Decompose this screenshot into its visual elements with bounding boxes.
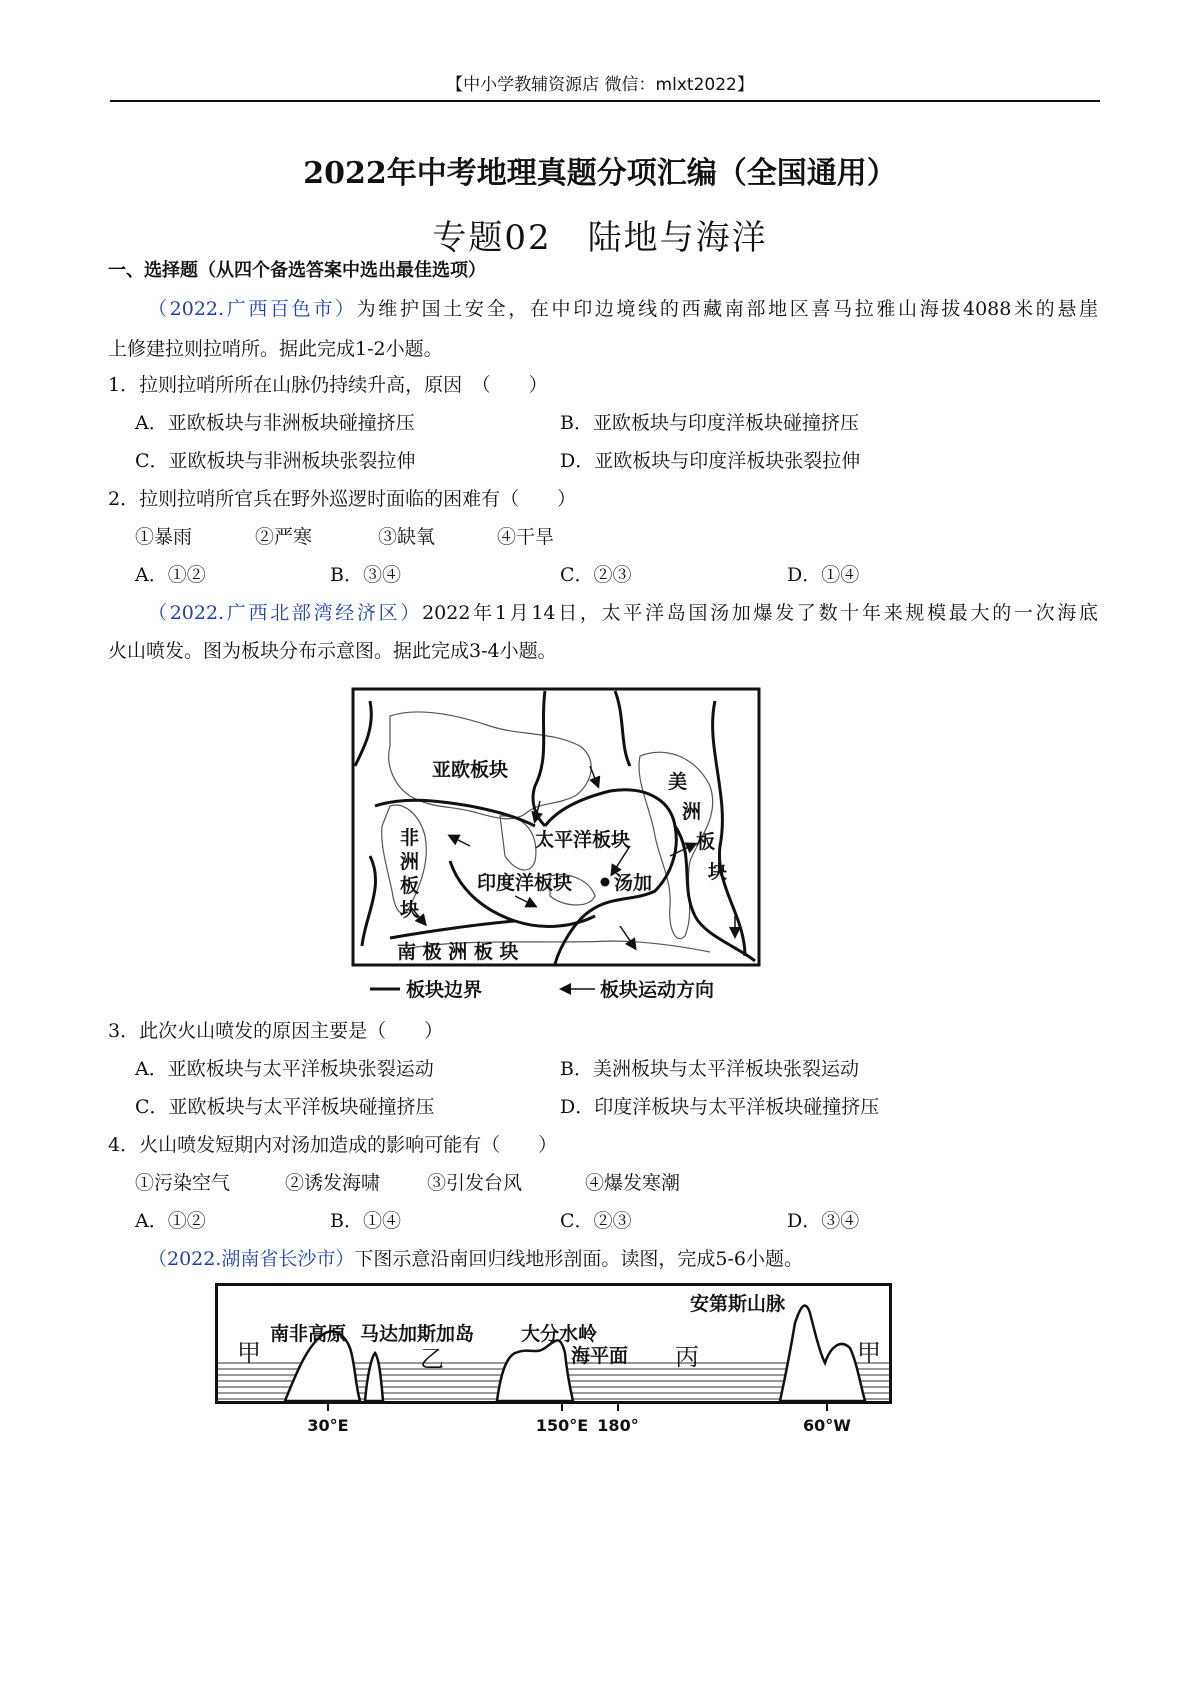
question-3-option-a: A．亚欧板块与太平洋板块张裂运动 — [135, 1058, 434, 1080]
intro-2-source: （2022.广西北部湾经济区） — [148, 602, 423, 624]
legend-direction: 板块运动方向 — [600, 979, 715, 1001]
map-label-tonga: 汤加 — [614, 872, 653, 894]
map-label-america-1: 美 — [668, 771, 688, 793]
tick-60w: 60°W — [803, 1416, 851, 1435]
tonga-marker — [601, 878, 610, 887]
question-1-option-a: A．亚欧板块与非洲板块碰撞挤压 — [135, 412, 415, 434]
question-4-option-b: B．①④ — [330, 1210, 401, 1232]
question-2-item-1: ①暴雨 — [135, 526, 193, 548]
question-2-item-3: ③缺氧 — [378, 526, 436, 548]
question-2-item-2: ②严寒 — [255, 526, 313, 548]
question-2-stem: 2．拉则拉哨所官兵在野外巡逻时面临的困难有（ ） — [108, 488, 577, 510]
question-3-option-d: D．印度洋板块与太平洋板块碰撞挤压 — [560, 1096, 880, 1118]
tick-30e: 30°E — [307, 1416, 349, 1435]
tick-150e: 150°E — [535, 1416, 589, 1435]
intro-2-line-1 — [148, 601, 1098, 625]
question-1-stem: 1．拉则拉哨所所在山脉仍持续升高，原因 （ ） — [108, 374, 548, 396]
intro-3-source: （2022.湖南省长沙市） — [148, 1248, 355, 1270]
page-title: 2022年中考地理真题分项汇编（全国通用） — [303, 156, 897, 191]
header-note: 【中小学教辅资源店 微信：mlxt2022】 — [446, 75, 754, 95]
map-label-antarctic: 南 极 洲 板 块 — [397, 941, 519, 963]
intro-3-text: 下图示意沿南回归线地形剖面。读图，完成5-6小题。 — [354, 1248, 804, 1270]
terrain-profile — [215, 1283, 895, 1443]
profile-label-andes: 安第斯山脉 — [690, 1293, 786, 1315]
profile-label-madagascar: 马达加斯加岛 — [360, 1323, 475, 1345]
profile-label-jia-left: 甲 — [237, 1339, 261, 1367]
question-4-stem: 4．火山喷发短期内对汤加造成的影响可能有（ ） — [108, 1134, 558, 1156]
intro-3-line — [148, 1247, 803, 1271]
question-3-option-b: B．美洲板块与太平洋板块张裂运动 — [560, 1058, 859, 1080]
page-subtitle: 专题02 陆地与海洋 — [432, 218, 768, 258]
question-4-item-3: ③引发台风 — [427, 1172, 523, 1194]
profile-label-yi: 乙 — [420, 1345, 444, 1373]
map-label-pacific: 太平洋板块 — [535, 829, 631, 851]
question-4-option-d: D．③④ — [787, 1210, 860, 1232]
intro-1-source: （2022.广西百色市） — [148, 298, 357, 320]
question-3-stem: 3．此次火山喷发的原因主要是（ ） — [108, 1020, 444, 1042]
profile-label-sea-level: 海平面 — [571, 1345, 629, 1367]
map-label-america-3: 板 — [696, 831, 716, 853]
question-1-option-b: B．亚欧板块与印度洋板块碰撞挤压 — [560, 412, 859, 434]
header-rule — [110, 100, 1100, 102]
question-2-option-b: B．③④ — [330, 564, 401, 586]
map-label-indian: 印度洋板块 — [477, 872, 573, 894]
map-label-africa-3: 板 — [400, 875, 420, 897]
profile-label-great-dividing: 大分水岭 — [521, 1323, 598, 1345]
map-label-eurasia: 亚欧板块 — [432, 759, 509, 781]
profile-label-jia-right: 甲 — [857, 1339, 881, 1367]
intro-2-line-2: 火山喷发。图为板块分布示意图。据此完成3-4小题。 — [108, 640, 557, 662]
map-label-africa-2: 洲 — [400, 851, 420, 873]
legend-boundary: 板块边界 — [406, 979, 483, 1001]
question-1-option-c: C．亚欧板块与非洲板块张裂拉伸 — [135, 450, 416, 472]
intro-2-text-1: 2022年1月14日，太平洋岛国汤加爆发了数十年来规模最大的一次海底 — [422, 602, 1098, 624]
axis-ticks — [328, 1403, 827, 1411]
question-4-option-c: C．②③ — [560, 1210, 632, 1232]
map-label-africa-4: 块 — [400, 899, 420, 921]
question-2-option-a: A．①② — [135, 564, 206, 586]
plate-map — [350, 686, 770, 1006]
question-4-option-a: A．①② — [135, 1210, 206, 1232]
intro-1-text-1: 为维护国土安全，在中印边境线的西藏南部地区喜马拉雅山海拔4088米的悬崖 — [356, 298, 1098, 320]
intro-1-line-2: 上修建拉则拉哨所。据此完成1-2小题。 — [108, 338, 443, 360]
profile-label-south-africa: 南非高原 — [270, 1323, 347, 1345]
intro-1-line-1 — [148, 297, 1098, 321]
map-label-africa-1: 非 — [400, 827, 420, 849]
profile-label-bing: 丙 — [675, 1343, 699, 1371]
map-label-america-2: 洲 — [682, 801, 702, 823]
question-2-option-c: C．②③ — [560, 564, 632, 586]
question-3-option-c: C．亚欧板块与太平洋板块碰撞挤压 — [135, 1096, 435, 1118]
question-1-option-d: D．亚欧板块与印度洋板块张裂拉伸 — [560, 450, 861, 472]
section-heading: 一、选择题（从四个备选答案中选出最佳选项） — [108, 260, 486, 281]
map-label-america-4: 块 — [708, 861, 728, 883]
question-4-item-1: ①污染空气 — [135, 1172, 231, 1194]
question-4-item-4: ④爆发寒潮 — [585, 1172, 681, 1194]
question-2-item-4: ④干旱 — [497, 526, 555, 548]
question-2-option-d: D．①④ — [787, 564, 860, 586]
tick-180: 180° — [597, 1416, 639, 1435]
question-4-item-2: ②诱发海啸 — [285, 1172, 381, 1194]
